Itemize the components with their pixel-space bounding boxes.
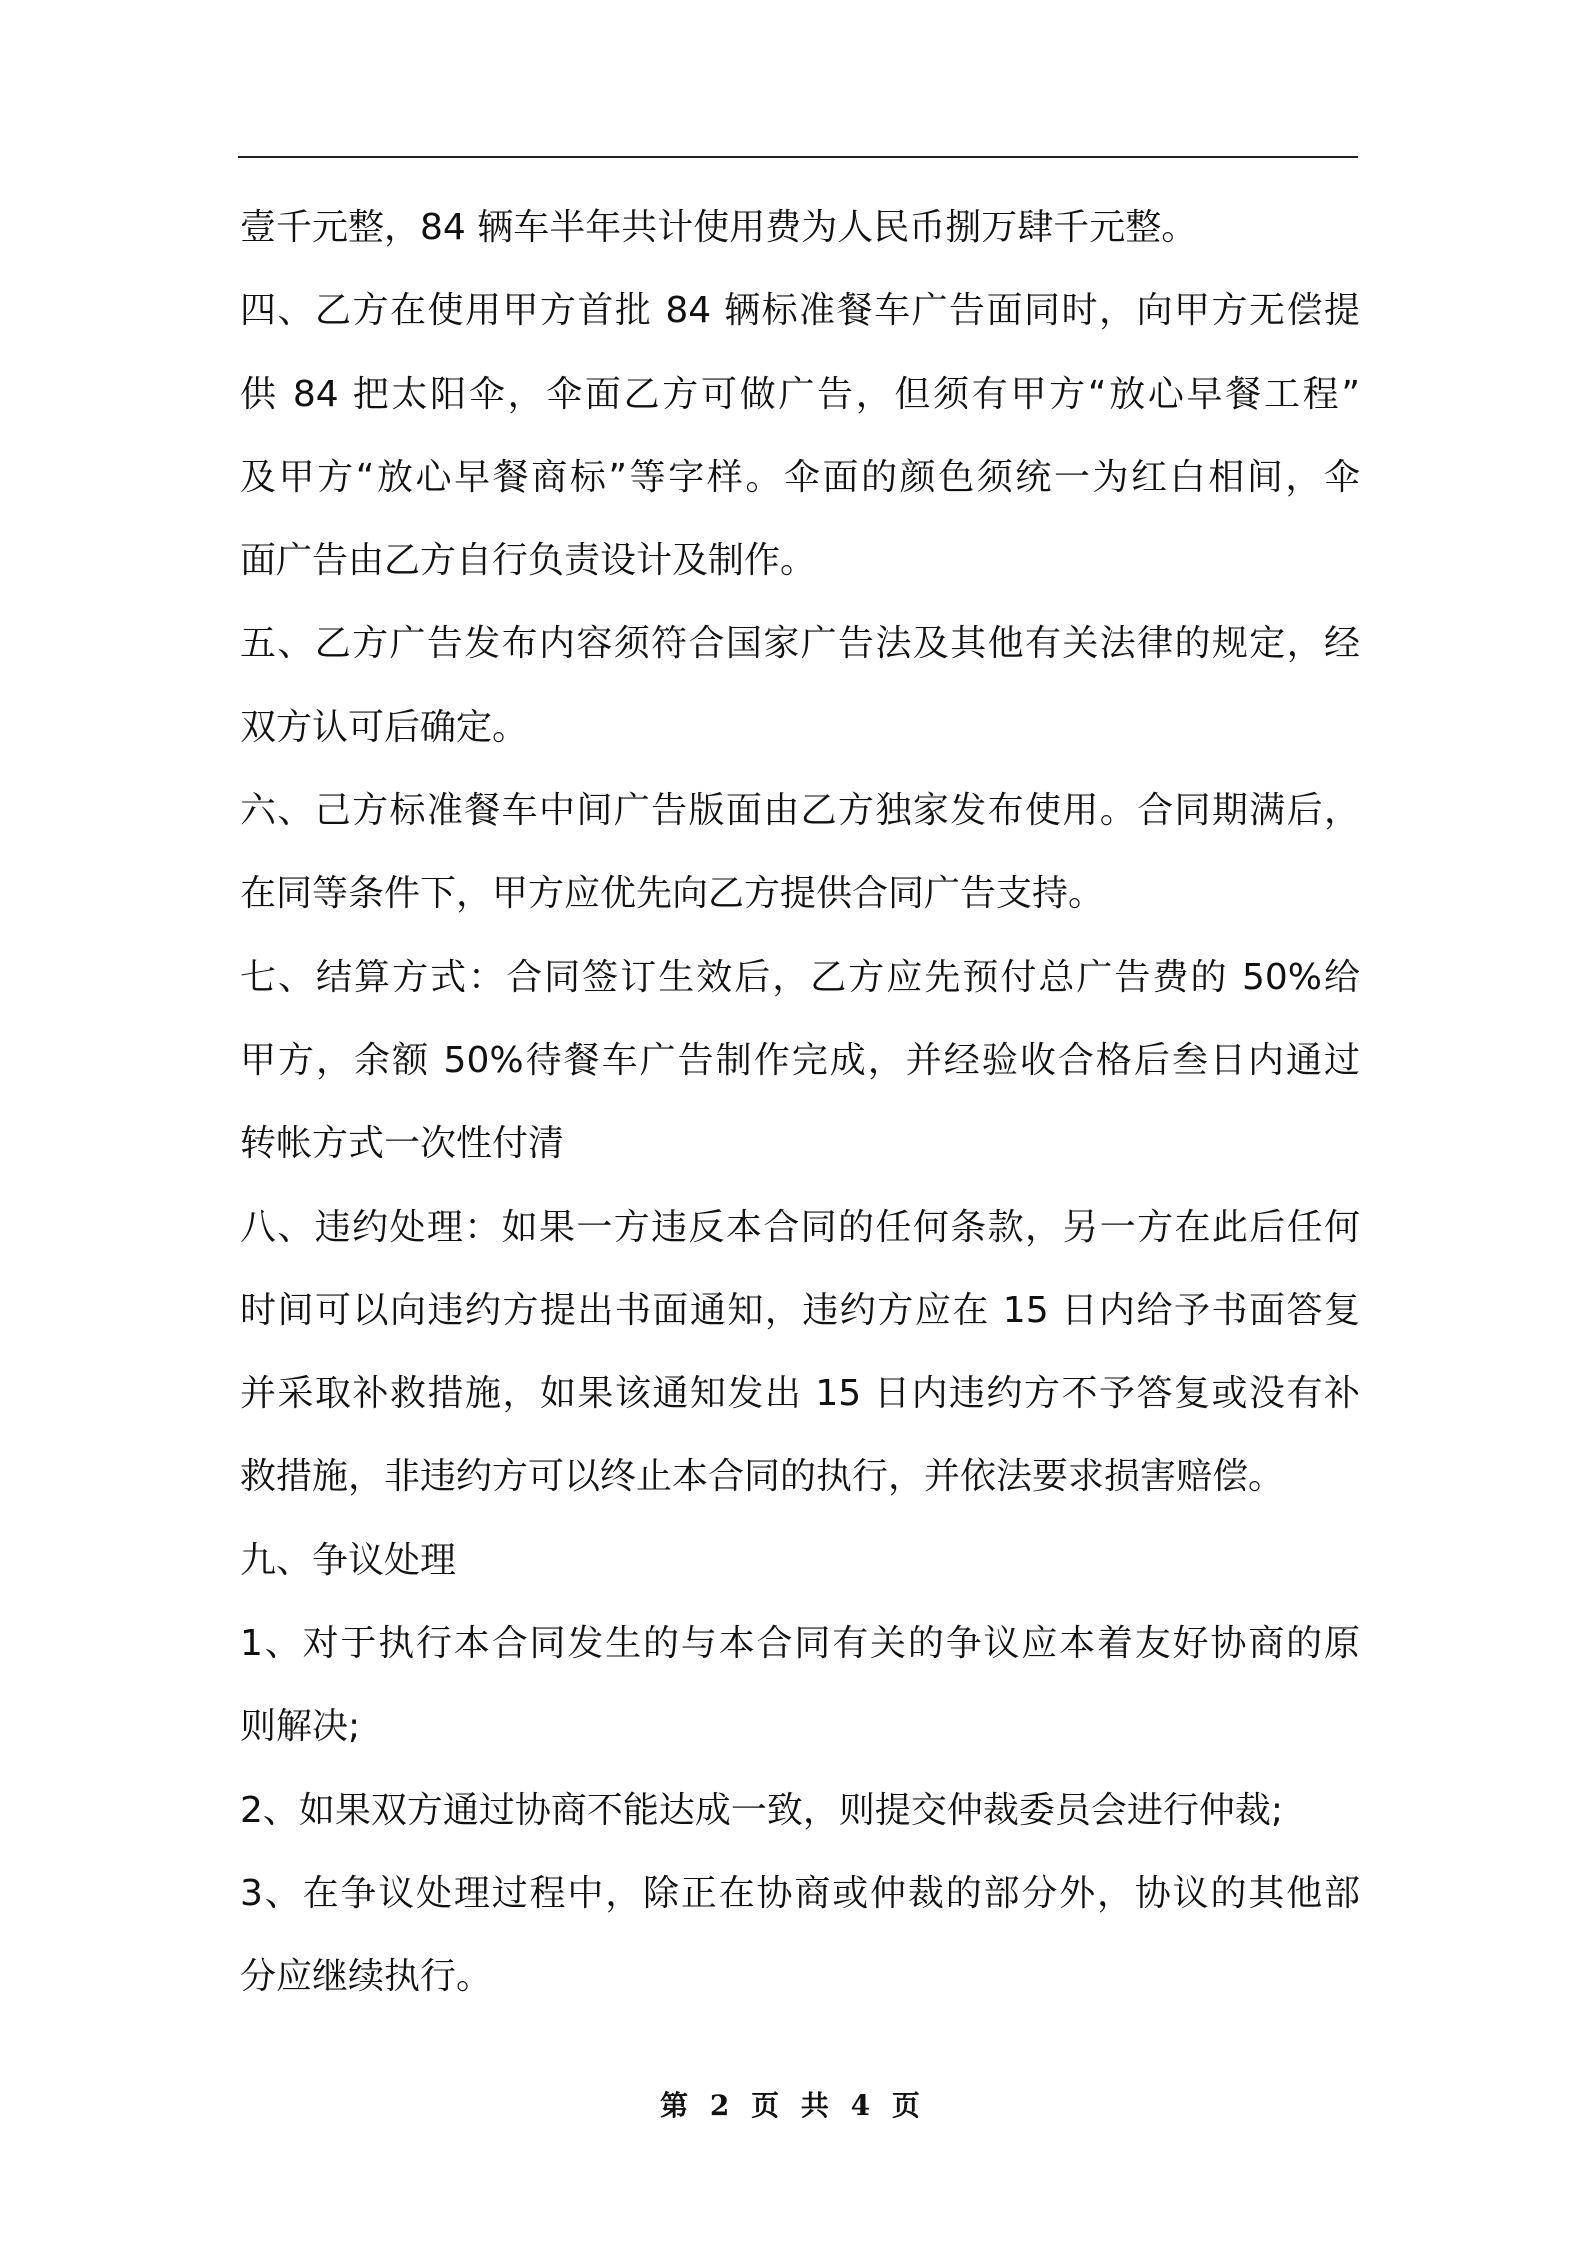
text-line: 分应继续执行。 bbox=[240, 1956, 493, 1998]
text-line: 甲方，余额 50%待餐车广告制作完成，并经验收合格后叁日内通过 bbox=[240, 1039, 1360, 1081]
header-rule bbox=[238, 156, 1358, 158]
text-line: 面广告由乙方自行负责设计及制作。 bbox=[240, 540, 817, 582]
text-line: 八、违约处理：如果一方违反本合同的任何条款，另一方在此后任何 bbox=[240, 1206, 1360, 1248]
text-line: 1、对于执行本合同发生的与本合同有关的争议应本着友好协商的原 bbox=[240, 1623, 1360, 1665]
text-line: 并采取补救措施，如果该通知发出 15 日内违约方不予答复或没有补 bbox=[240, 1373, 1360, 1415]
text-line: 供 84 把太阳伞，伞面乙方可做广告，但须有甲方“放心早餐工程” bbox=[240, 373, 1360, 415]
text-line: 2、如果双方通过协商不能达成一致，则提交仲裁委员会进行仲裁; bbox=[240, 1789, 1284, 1831]
text-line: 救措施，非违约方可以终止本合同的执行，并依法要求损害赔偿。 bbox=[240, 1456, 1285, 1498]
text-line: 四、乙方在使用甲方首批 84 辆标准餐车广告面同时，向甲方无偿提 bbox=[240, 290, 1360, 332]
text-line: 六、己方标准餐车中间广告版面由乙方独家发布使用。合同期满后， bbox=[240, 790, 1360, 832]
text-line: 转帐方式一次性付清 bbox=[240, 1123, 565, 1165]
text-line: 则解决; bbox=[240, 1706, 361, 1748]
text-line: 时间可以向违约方提出书面通知，违约方应在 15 日内给予书面答复 bbox=[240, 1289, 1360, 1331]
text-line: 九、争议处理 bbox=[240, 1539, 457, 1581]
page-number-label: 第 2 页 共 4 页 bbox=[660, 2089, 926, 2122]
page-footer bbox=[0, 2084, 1586, 2124]
text-line: 七、结算方式：合同签订生效后，乙方应先预付总广告费的 50%给 bbox=[240, 956, 1360, 998]
text-line: 及甲方“放心早餐商标”等字样。伞面的颜色须统一为红白相间，伞 bbox=[240, 456, 1360, 498]
document-body bbox=[240, 186, 1360, 2019]
text-line: 在同等条件下，甲方应优先向乙方提供合同广告支持。 bbox=[240, 873, 1105, 915]
text-line: 3、在争议处理过程中，除正在协商或仲裁的部分外，协议的其他部 bbox=[240, 1872, 1360, 1914]
text-line: 壹千元整，84 辆车半年共计使用费为人民币捌万肆千元整。 bbox=[240, 207, 1198, 248]
text-line: 五、乙方广告发布内容须符合国家广告法及其他有关法律的规定，经 bbox=[240, 623, 1360, 665]
text-line: 双方认可后确定。 bbox=[240, 706, 529, 748]
